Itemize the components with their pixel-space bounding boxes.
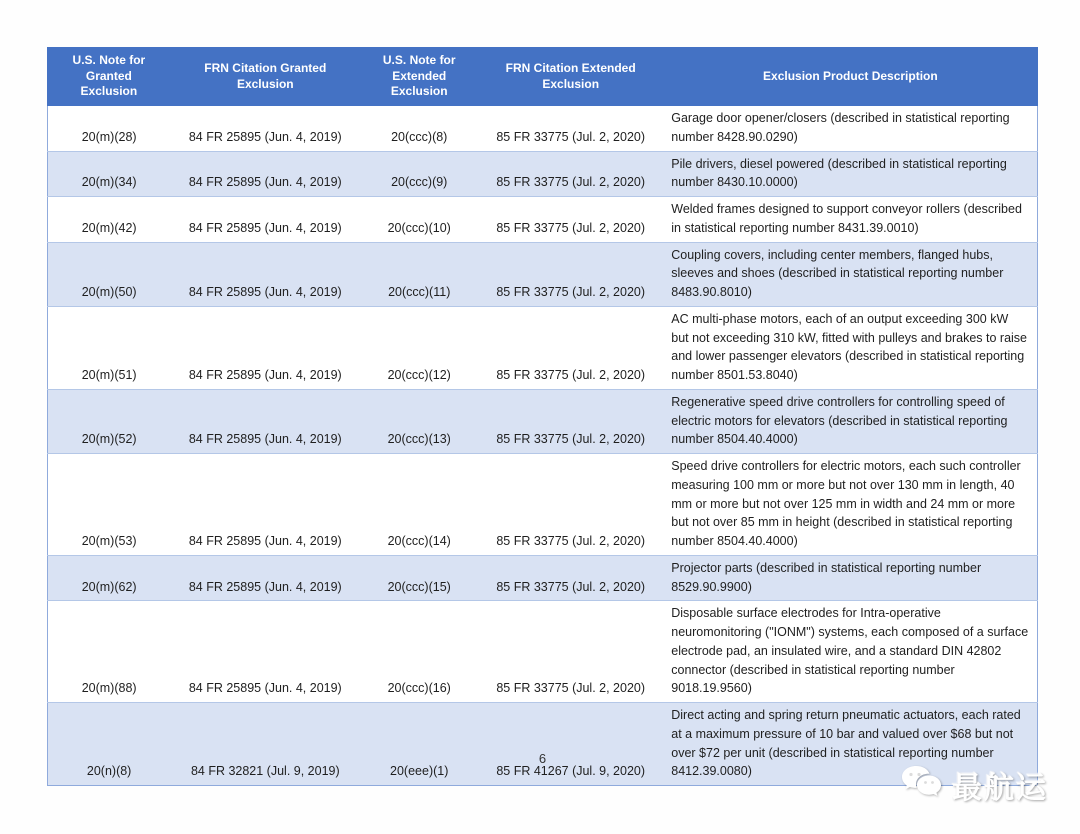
granted-note-cell: 20(m)(53) [48, 454, 171, 556]
granted-note-cell: 20(m)(28) [48, 106, 171, 152]
extended-note-cell: 20(ccc)(15) [360, 555, 478, 601]
extended-frn-cell: 85 FR 33775 (Jul. 2, 2020) [478, 306, 663, 389]
granted-note-cell: 20(m)(62) [48, 555, 171, 601]
extended-note-cell: 20(ccc)(8) [360, 106, 478, 152]
granted-frn-cell: 84 FR 25895 (Jun. 4, 2019) [170, 242, 360, 306]
description-cell: Projector parts (described in statistical reporting number 8529.90.9900) [663, 555, 1037, 601]
description-cell: Speed drive controllers for electric motors, each such controller measuring 100 mm or more but not over 130 mm in length, 40 mm or more but not over 125 mm in width and 24 mm or more but not over 85 mm in height (described in statistical reporting number 8504.40.4000) [663, 454, 1037, 556]
table-row [48, 197, 1038, 243]
watermark [900, 763, 1048, 807]
table-row [48, 601, 1038, 703]
extended-frn-cell: 85 FR 33775 (Jul. 2, 2020) [478, 555, 663, 601]
description-cell: Welded frames designed to support conveyor rollers (described in statistical reporting number 8431.39.0010) [663, 197, 1037, 243]
granted-frn-cell: 84 FR 25895 (Jun. 4, 2019) [170, 106, 360, 152]
extended-note-cell: 20(ccc)(12) [360, 306, 478, 389]
granted-frn-cell: 84 FR 25895 (Jun. 4, 2019) [170, 197, 360, 243]
wechat-logo-icon [900, 764, 944, 807]
granted-frn-cell: 84 FR 25895 (Jun. 4, 2019) [170, 601, 360, 703]
header-granted-frn: FRN Citation Granted Exclusion [170, 48, 360, 106]
table-row [48, 106, 1038, 152]
header-description: Exclusion Product Description [663, 48, 1037, 106]
extended-frn-cell: 85 FR 33775 (Jul. 2, 2020) [478, 601, 663, 703]
description-cell: Pile drivers, diesel powered (described in statistical reporting number 8430.10.0000) [663, 151, 1037, 197]
granted-frn-cell: 84 FR 25895 (Jun. 4, 2019) [170, 151, 360, 197]
header-granted-note: U.S. Note for Granted Exclusion [48, 48, 171, 106]
granted-note-cell: 20(m)(51) [48, 306, 171, 389]
extended-frn-cell: 85 FR 33775 (Jul. 2, 2020) [478, 389, 663, 453]
extended-note-cell: 20(ccc)(13) [360, 389, 478, 453]
exclusions-table [47, 47, 1038, 786]
granted-note-cell: 20(m)(50) [48, 242, 171, 306]
extended-frn-cell: 85 FR 33775 (Jul. 2, 2020) [478, 151, 663, 197]
granted-note-cell: 20(m)(88) [48, 601, 171, 703]
granted-note-cell: 20(m)(34) [48, 151, 171, 197]
extended-frn-cell: 85 FR 41267 (Jul. 9, 2020) [478, 703, 663, 786]
extended-note-cell: 20(ccc)(11) [360, 242, 478, 306]
extended-frn-cell: 85 FR 33775 (Jul. 2, 2020) [478, 197, 663, 243]
page-number: 6 [538, 751, 547, 766]
extended-frn-cell: 85 FR 33775 (Jul. 2, 2020) [478, 454, 663, 556]
extended-note-cell: 20(eee)(1) [360, 703, 478, 786]
table-row [48, 555, 1038, 601]
table-header-row [48, 48, 1038, 106]
extended-frn-cell: 85 FR 33775 (Jul. 2, 2020) [478, 242, 663, 306]
table-row [48, 151, 1038, 197]
extended-note-cell: 20(ccc)(10) [360, 197, 478, 243]
extended-note-cell: 20(ccc)(16) [360, 601, 478, 703]
granted-frn-cell: 84 FR 25895 (Jun. 4, 2019) [170, 454, 360, 556]
granted-note-cell: 20(n)(8) [48, 703, 171, 786]
description-cell: Garage door opener/closers (described in statistical reporting number 8428.90.0290) [663, 106, 1037, 152]
granted-frn-cell: 84 FR 32821 (Jul. 9, 2019) [170, 703, 360, 786]
granted-frn-cell: 84 FR 25895 (Jun. 4, 2019) [170, 555, 360, 601]
description-cell: Direct acting and spring return pneumatic actuators, each rated at a maximum pressure of 10 bar and valued over $68 but not over $72 per unit (described in statistical reporting number 8412.39.0080) [663, 703, 1037, 786]
header-extended-note: U.S. Note for Extended Exclusion [360, 48, 478, 106]
header-extended-frn: FRN Citation Extended Exclusion [478, 48, 663, 106]
description-cell: Coupling covers, including center members, flanged hubs, sleeves and shoes (described in statistical reporting number 8483.90.8010) [663, 242, 1037, 306]
description-cell: Regenerative speed drive controllers for controlling speed of electric motors for elevators (described in statistical reporting number 8504.40.4000) [663, 389, 1037, 453]
extended-note-cell: 20(ccc)(14) [360, 454, 478, 556]
table-row [48, 306, 1038, 389]
table-row [48, 703, 1038, 786]
granted-frn-cell: 84 FR 25895 (Jun. 4, 2019) [170, 389, 360, 453]
description-cell: AC multi-phase motors, each of an output exceeding 300 kW but not exceeding 310 kW, fitted with pulleys and brakes to raise and lower passenger elevators (described in statistical reporting number 8501.53.8040) [663, 306, 1037, 389]
table-row [48, 389, 1038, 453]
granted-note-cell: 20(m)(52) [48, 389, 171, 453]
description-cell: Disposable surface electrodes for Intra-operative neuromonitoring ("IONM") systems, each composed of a surface electrode pad, an insulated wire, and a standard DIN 42802 connector (described in statistical reporting number 9018.19.9560) [663, 601, 1037, 703]
watermark-text: 最航运 [952, 772, 1048, 805]
granted-frn-cell: 84 FR 25895 (Jun. 4, 2019) [170, 306, 360, 389]
extended-frn-cell: 85 FR 33775 (Jul. 2, 2020) [478, 106, 663, 152]
granted-note-cell: 20(m)(42) [48, 197, 171, 243]
extended-note-cell: 20(ccc)(9) [360, 151, 478, 197]
table-row [48, 242, 1038, 306]
table-row [48, 454, 1038, 556]
